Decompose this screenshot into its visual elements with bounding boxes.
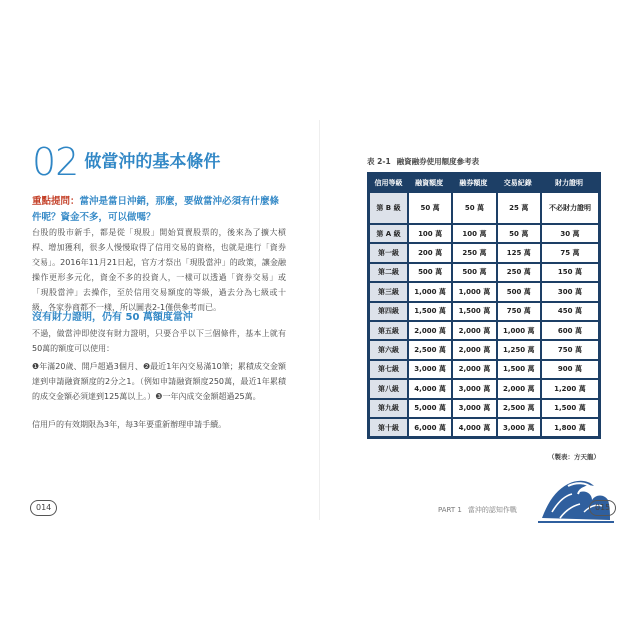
table-header-cell: 財力證明 bbox=[540, 175, 598, 191]
credit-grade-cell: 第七級 bbox=[370, 359, 407, 378]
table-cell: 750 萬 bbox=[540, 339, 598, 358]
credit-grade-cell: 第六級 bbox=[370, 339, 407, 358]
paragraph-condition-list: ❶年滿20歲、開戶超過3個月、❷最近1年內交易滿10筆；累積成交金額達到申請融資額度的2分之1。（例如申請融資額度250萬，最近1年累積的成交金額必須達到125萬以上。）❸一年內成交金額超過25萬。 bbox=[32, 362, 286, 401]
table-cell: 1,000 萬 bbox=[451, 281, 495, 300]
table-cell: 250 萬 bbox=[451, 242, 495, 261]
table-row bbox=[370, 359, 598, 378]
table-row bbox=[370, 301, 598, 320]
table-cell: 2,000 萬 bbox=[451, 320, 495, 339]
table-header-cell: 融券額度 bbox=[451, 175, 495, 191]
credit-grade-cell: 第 B 級 bbox=[370, 191, 407, 223]
credit-grade-cell: 第 A 級 bbox=[370, 223, 407, 242]
table-cell: 450 萬 bbox=[540, 301, 598, 320]
credit-grade-cell: 第五級 bbox=[370, 320, 407, 339]
table-cell: 6,000 萬 bbox=[407, 417, 451, 436]
part-label: PART 1 bbox=[438, 506, 462, 514]
page-gutter bbox=[319, 120, 320, 520]
table-cell: 3,000 萬 bbox=[451, 378, 495, 397]
table-cell: 1,500 萬 bbox=[496, 359, 540, 378]
table-cell: 2,500 萬 bbox=[407, 339, 451, 358]
table-header-row bbox=[370, 175, 598, 191]
table-caption bbox=[367, 156, 479, 167]
table-cell: 1,500 萬 bbox=[407, 301, 451, 320]
table-cell: 3,000 萬 bbox=[496, 417, 540, 436]
table-cell: 1,500 萬 bbox=[540, 398, 598, 417]
table-cell: 1,250 萬 bbox=[496, 339, 540, 358]
table-cell: 1,000 萬 bbox=[407, 281, 451, 300]
table-cell: 4,000 萬 bbox=[451, 417, 495, 436]
table-cell: 1,800 萬 bbox=[540, 417, 598, 436]
table-cell: 50 萬 bbox=[451, 191, 495, 223]
table-cell: 1,000 萬 bbox=[496, 320, 540, 339]
credit-grade-cell: 第三級 bbox=[370, 281, 407, 300]
table-cell: 5,000 萬 bbox=[407, 398, 451, 417]
table-row bbox=[370, 191, 598, 223]
paragraph-intro: 台股的股市新手，都是從「現股」開始買賣股票的，後來為了擴大槓桿、增加獲利，很多人慢慢取得了信用交易的資格，也就是進行「資券交易」。2016年11月21日起，官方才祭出「現股當沖」的政策，讓金融操作更形多元化，資金不多的投資人，一樣可以透過「資券交易」或「現股當沖」去操作，至於信用交易額度的等級，過去分為七級或十級，各家券商都不一樣，所以圖表2-1僅供參考而已。 bbox=[32, 228, 286, 312]
table-cell: 500 萬 bbox=[496, 281, 540, 300]
page-number-right: 015 bbox=[589, 500, 616, 516]
key-question-label: 重點提問： bbox=[32, 196, 80, 207]
credit-grade-cell: 第二級 bbox=[370, 262, 407, 281]
table-row bbox=[370, 281, 598, 300]
chapter-number: 02 bbox=[32, 140, 79, 184]
credit-grade-cell: 第九級 bbox=[370, 398, 407, 417]
part-title: 當沖的認知作戰 bbox=[467, 506, 517, 514]
table-cell: 2,000 萬 bbox=[496, 378, 540, 397]
table-row bbox=[370, 223, 598, 242]
table-cell: 50 萬 bbox=[496, 223, 540, 242]
chapter-heading bbox=[32, 140, 220, 184]
table-cell: 75 萬 bbox=[540, 242, 598, 261]
credit-grade-cell: 第十級 bbox=[370, 417, 407, 436]
table-source: （製表：方天龍） bbox=[548, 453, 600, 461]
key-question-text: 當沖是當日沖銷，那麼，要做當沖必須有什麼條件呢？資金不多，可以做嗎？ bbox=[32, 196, 280, 223]
table-cell: 100 萬 bbox=[451, 223, 495, 242]
table-header-cell: 信用等級 bbox=[370, 175, 407, 191]
table-cell: 不必財力證明 bbox=[540, 191, 598, 223]
table-header-cell: 交易紀錄 bbox=[496, 175, 540, 191]
table-cell: 100 萬 bbox=[407, 223, 451, 242]
table-title: 融資融券使用額度參考表 bbox=[396, 157, 480, 166]
table-cell: 500 萬 bbox=[451, 262, 495, 281]
table-body bbox=[370, 191, 598, 436]
table-cell: 2,000 萬 bbox=[451, 339, 495, 358]
key-question bbox=[32, 194, 284, 226]
table-cell: 50 萬 bbox=[407, 191, 451, 223]
table-row bbox=[370, 242, 598, 261]
table-cell: 30 萬 bbox=[540, 223, 598, 242]
chapter-title: 做當沖的基本條件 bbox=[84, 152, 221, 172]
table-cell: 250 萬 bbox=[496, 262, 540, 281]
table-cell: 600 萬 bbox=[540, 320, 598, 339]
table-cell: 750 萬 bbox=[496, 301, 540, 320]
section-subheading: 沒有財力證明，仍有 50 萬額度當沖 bbox=[32, 312, 193, 323]
table-header-cell: 融資額度 bbox=[407, 175, 451, 191]
paragraph-conditions: 不過，做當沖即使沒有財力證明，只要合乎以下三個條件，基本上就有50萬的額度可以使用： bbox=[32, 329, 286, 353]
page-number-left: 014 bbox=[30, 500, 57, 516]
table-cell: 3,000 萬 bbox=[451, 398, 495, 417]
table-cell: 300 萬 bbox=[540, 281, 598, 300]
credit-grade-cell: 第四級 bbox=[370, 301, 407, 320]
table-cell: 2,000 萬 bbox=[451, 359, 495, 378]
table-cell: 4,000 萬 bbox=[407, 378, 451, 397]
table-cell: 1,500 萬 bbox=[451, 301, 495, 320]
table-row bbox=[370, 262, 598, 281]
credit-grade-cell: 第一級 bbox=[370, 242, 407, 261]
credit-grade-cell: 第八級 bbox=[370, 378, 407, 397]
table-row bbox=[370, 398, 598, 417]
table-cell: 1,200 萬 bbox=[540, 378, 598, 397]
table-number: 表 2-1 bbox=[367, 157, 391, 166]
table-row bbox=[370, 320, 598, 339]
table-row bbox=[370, 417, 598, 436]
running-footer bbox=[438, 505, 517, 515]
table-cell: 25 萬 bbox=[496, 191, 540, 223]
table-cell: 2,500 萬 bbox=[496, 398, 540, 417]
table-cell: 3,000 萬 bbox=[407, 359, 451, 378]
table-cell: 2,000 萬 bbox=[407, 320, 451, 339]
credit-quota-table bbox=[367, 172, 601, 439]
table-cell: 125 萬 bbox=[496, 242, 540, 261]
table-row bbox=[370, 378, 598, 397]
table-cell: 900 萬 bbox=[540, 359, 598, 378]
table-cell: 150 萬 bbox=[540, 262, 598, 281]
table-cell: 500 萬 bbox=[407, 262, 451, 281]
table-cell: 200 萬 bbox=[407, 242, 451, 261]
table-row bbox=[370, 339, 598, 358]
paragraph-validity: 信用戶的有效期限為3年，每3年要重新辦理申請手續。 bbox=[32, 420, 227, 429]
